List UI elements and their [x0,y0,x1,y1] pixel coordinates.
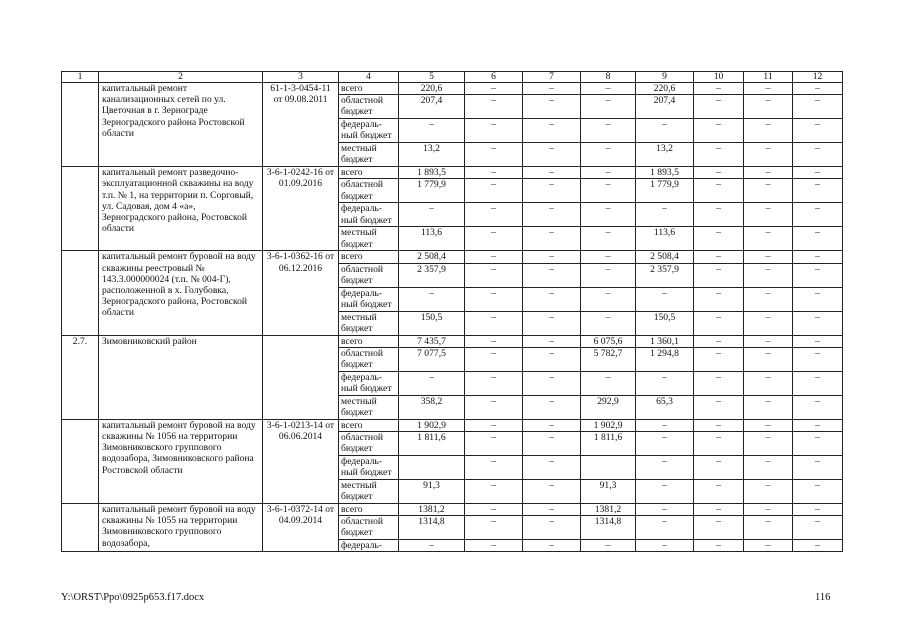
amount-cell: – [793,251,843,263]
column-header: 6 [465,72,523,83]
amount-cell: – [636,456,694,480]
object-name: капитальный ремонт канализационных сетей по ул. Цветочная в г. Зернограде Зерноградского района Ростовской области [99,83,263,167]
amount-cell: – [793,419,843,431]
amount-cell: – [694,371,744,395]
amount-cell: 1 811,6 [581,432,636,456]
amount-cell: 13,2 [399,143,465,167]
amount-cell: 5 782,7 [581,347,636,371]
amount-cell: – [744,504,793,516]
amount-cell: – [694,83,744,95]
amount-cell: – [636,540,694,552]
table-row [62,167,843,179]
object-name: капитальный ремонт буровой на воду скважины № 1056 на территории Зимовниковского группового водозабора, Зимовниковского района Ростовской области [99,419,263,503]
amount-cell: – [523,227,581,251]
budget-type: всего [339,504,399,516]
amount-cell: 1314,8 [581,516,636,540]
amount-cell: – [636,516,694,540]
expertise-code: 3-6-1-0372-14 от 04.09.2014 [263,504,339,552]
amount-cell: – [744,335,793,347]
amount-cell: – [793,95,843,119]
amount-cell: – [793,227,843,251]
amount-cell: 13,2 [636,143,694,167]
amount-cell: 1 811,6 [399,432,465,456]
amount-cell: – [523,263,581,287]
amount-cell: – [465,432,523,456]
page-number: 116 [815,592,831,603]
amount-cell: – [636,287,694,311]
amount-cell: – [465,95,523,119]
amount-cell: – [793,371,843,395]
amount-cell: 113,6 [399,227,465,251]
amount-cell: – [523,335,581,347]
amount-cell: – [581,540,636,552]
expertise-code: 3-6-1-0213-14 от 06.06.2014 [263,419,339,503]
amount-cell: – [744,179,793,203]
amount-cell: – [581,179,636,203]
amount-cell: – [523,167,581,179]
amount-cell: – [523,287,581,311]
budget-type: областной бюджет [339,516,399,540]
amount-cell: – [523,480,581,504]
amount-cell: – [694,311,744,335]
column-header: 7 [523,72,581,83]
amount-cell: – [694,516,744,540]
amount-cell: – [465,311,523,335]
amount-cell: – [744,480,793,504]
budget-type: местный бюджет [339,227,399,251]
amount-cell: – [465,287,523,311]
amount-cell: – [694,227,744,251]
amount-cell: 1381,2 [581,504,636,516]
amount-cell: – [694,167,744,179]
amount-cell: – [694,287,744,311]
amount-cell: – [694,419,744,431]
amount-cell: – [694,251,744,263]
amount-cell: – [793,83,843,95]
budget-type: федераль-ный бюджет [339,203,399,227]
amount-cell: 1 294,8 [636,347,694,371]
header-row [62,72,843,83]
amount-cell: – [523,347,581,371]
amount-cell: – [465,227,523,251]
amount-cell: – [465,203,523,227]
amount-cell: – [744,143,793,167]
amount-cell: – [744,227,793,251]
amount-cell: – [793,516,843,540]
amount-cell: – [523,311,581,335]
amount-cell: – [793,119,843,143]
amount-cell: – [744,203,793,227]
amount-cell: – [523,432,581,456]
amount-cell: – [465,395,523,419]
amount-cell: 2 508,4 [399,251,465,263]
amount-cell: 91,3 [581,480,636,504]
amount-cell: – [694,143,744,167]
budget-type: областной бюджет [339,347,399,371]
amount-cell: 207,4 [636,95,694,119]
amount-cell: – [793,179,843,203]
amount-cell: – [523,143,581,167]
amount-cell: – [694,119,744,143]
amount-cell: – [636,419,694,431]
item-number [62,251,99,335]
amount-cell: – [744,371,793,395]
budget-type: областной бюджет [339,95,399,119]
object-name: капитальный ремонт буровой на воду скважины реестровый № 143.3.000000024 (т.п. № 004-Г), расположенной в х. Голубовка, Зерноградского района, Ростовской области [99,251,263,335]
amount-cell: – [744,311,793,335]
expertise-code [263,335,339,419]
amount-cell: 150,5 [399,311,465,335]
budget-type: федераль- [339,540,399,552]
amount-cell: 7 077,5 [399,347,465,371]
amount-cell: 1 902,9 [581,419,636,431]
amount-cell: – [523,395,581,419]
file-path: Y:\ORST\Ppo\0925p653.f17.docx [61,592,205,603]
amount-cell: – [793,311,843,335]
amount-cell: – [523,504,581,516]
column-header: 9 [636,72,694,83]
amount-cell: – [523,179,581,203]
budget-type: местный бюджет [339,311,399,335]
table-row [62,251,843,263]
amount-cell: – [694,203,744,227]
amount-cell: – [793,203,843,227]
budget-type: федераль-ный бюджет [339,119,399,143]
amount-cell: – [793,287,843,311]
amount-cell: – [744,263,793,287]
amount-cell: 1381,2 [399,504,465,516]
amount-cell: 1 893,5 [636,167,694,179]
amount-cell: – [399,371,465,395]
amount-cell: – [744,419,793,431]
column-header: 1 [62,72,99,83]
budget-table [61,71,843,552]
amount-cell: – [694,480,744,504]
amount-cell: – [744,456,793,480]
amount-cell: – [581,287,636,311]
budget-type: федераль-ный бюджет [339,371,399,395]
amount-cell: – [744,119,793,143]
column-header: 8 [581,72,636,83]
amount-cell: – [744,432,793,456]
expertise-code: 61-1-3-0454-11 от 09.08.2011 [263,83,339,167]
amount-cell: – [581,371,636,395]
amount-cell: – [744,83,793,95]
amount-cell: – [465,251,523,263]
amount-cell: – [523,203,581,227]
amount-cell: – [581,143,636,167]
amount-cell: – [744,516,793,540]
amount-cell: 1314,8 [399,516,465,540]
amount-cell: – [694,347,744,371]
amount-cell: – [793,335,843,347]
table-row [62,83,843,95]
amount-cell: – [793,347,843,371]
amount-cell: – [581,119,636,143]
amount-cell: – [465,263,523,287]
amount-cell: – [465,119,523,143]
amount-cell: 150,5 [636,311,694,335]
amount-cell: – [523,540,581,552]
amount-cell: – [793,263,843,287]
budget-type: федераль-ный бюджет [339,456,399,480]
expertise-code: 3-6-1-0242-16 от 01.09.2016 [263,167,339,251]
amount-cell: – [694,335,744,347]
amount-cell: – [465,516,523,540]
amount-cell: – [523,119,581,143]
amount-cell: 2 357,9 [636,263,694,287]
amount-cell: – [793,167,843,179]
amount-cell: – [465,167,523,179]
budget-type: всего [339,335,399,347]
amount-cell: – [793,456,843,480]
amount-cell: – [465,143,523,167]
column-header: 2 [99,72,263,83]
budget-type: местный бюджет [339,480,399,504]
amount-cell: 2 508,4 [636,251,694,263]
table-row [62,419,843,431]
column-header: 11 [744,72,793,83]
amount-cell: – [694,540,744,552]
amount-cell: – [465,419,523,431]
amount-cell: 7 435,7 [399,335,465,347]
item-number [62,504,99,552]
budget-type: местный бюджет [339,395,399,419]
table-row [62,504,843,516]
amount-cell: – [523,456,581,480]
amount-cell: – [465,335,523,347]
amount-cell: – [465,179,523,203]
amount-cell: – [523,83,581,95]
amount-cell: – [399,119,465,143]
amount-cell: 113,6 [636,227,694,251]
table-row [62,335,843,347]
amount-cell: 91,3 [399,480,465,504]
item-number [62,167,99,251]
amount-cell: – [581,203,636,227]
amount-cell: 1 360,1 [636,335,694,347]
budget-type: всего [339,251,399,263]
amount-cell: – [793,480,843,504]
column-header: 3 [263,72,339,83]
amount-cell: – [793,143,843,167]
amount-cell: – [399,203,465,227]
amount-cell: – [744,167,793,179]
amount-cell: – [793,504,843,516]
amount-cell: 1 779,9 [636,179,694,203]
item-number: 2.7. [62,335,99,419]
amount-cell: 358,2 [399,395,465,419]
amount-cell: – [523,516,581,540]
amount-cell: – [694,395,744,419]
amount-cell: 65,3 [636,395,694,419]
budget-type: областной бюджет [339,179,399,203]
amount-cell: – [793,395,843,419]
amount-cell: 1 893,5 [399,167,465,179]
amount-cell: – [399,287,465,311]
amount-cell: – [523,251,581,263]
amount-cell: – [399,540,465,552]
amount-cell: – [581,83,636,95]
amount-cell: 207,4 [399,95,465,119]
item-number [62,419,99,503]
amount-cell: – [744,251,793,263]
budget-type: всего [339,419,399,431]
amount-cell: 2 357,9 [399,263,465,287]
amount-cell: – [636,480,694,504]
amount-cell: – [465,540,523,552]
amount-cell: 220,6 [399,83,465,95]
amount-cell: – [744,540,793,552]
column-header: 5 [399,72,465,83]
amount-cell: – [636,119,694,143]
amount-cell: – [694,432,744,456]
amount-cell: – [523,419,581,431]
amount-cell: 6 075,6 [581,335,636,347]
budget-type: всего [339,167,399,179]
amount-cell: – [465,480,523,504]
budget-type: федераль-ный бюджет [339,287,399,311]
budget-type: областной бюджет [339,263,399,287]
amount-cell: – [581,95,636,119]
amount-cell: – [636,203,694,227]
amount-cell: – [465,504,523,516]
amount-cell: – [744,95,793,119]
amount-cell: 220,6 [636,83,694,95]
amount-cell: – [694,504,744,516]
amount-cell: – [744,395,793,419]
amount-cell: 292,9 [581,395,636,419]
amount-cell: – [694,263,744,287]
amount-cell: – [694,95,744,119]
amount-cell: 1 779,9 [399,179,465,203]
column-header: 10 [694,72,744,83]
amount-cell: – [636,371,694,395]
amount-cell: – [636,504,694,516]
amount-cell: – [523,95,581,119]
amount-cell: – [744,287,793,311]
item-number [62,83,99,167]
amount-cell: – [694,456,744,480]
amount-cell: – [581,251,636,263]
amount-cell: – [581,263,636,287]
amount-cell [399,456,465,480]
budget-type: местный бюджет [339,143,399,167]
column-header: 4 [339,72,399,83]
object-name: капитальный ремонт разведочно-эксплуатационной скважины на воду т.п. № 1, на территории п. Сорговый, ул. Садовая, дом 4 «а», Зерноградского района, Ростовской области [99,167,263,251]
amount-cell: – [465,456,523,480]
amount-cell: – [694,179,744,203]
amount-cell: 1 902,9 [399,419,465,431]
amount-cell: – [793,540,843,552]
amount-cell [581,456,636,480]
budget-type: областной бюджет [339,432,399,456]
object-name: капитальный ремонт буровой на воду скважины № 1055 на территории Зимовниковского группового водозабора, [99,504,263,552]
amount-cell: – [581,311,636,335]
amount-cell: – [581,167,636,179]
amount-cell: – [636,432,694,456]
amount-cell: – [581,227,636,251]
expertise-code: 3-6-1-0362-16 от 06.12.2016 [263,251,339,335]
amount-cell: – [523,371,581,395]
amount-cell: – [793,432,843,456]
object-name: Зимовниковский район [99,335,263,419]
amount-cell: – [744,347,793,371]
budget-type: всего [339,83,399,95]
amount-cell: – [465,347,523,371]
column-header: 12 [793,72,843,83]
amount-cell: – [465,371,523,395]
amount-cell: – [465,83,523,95]
